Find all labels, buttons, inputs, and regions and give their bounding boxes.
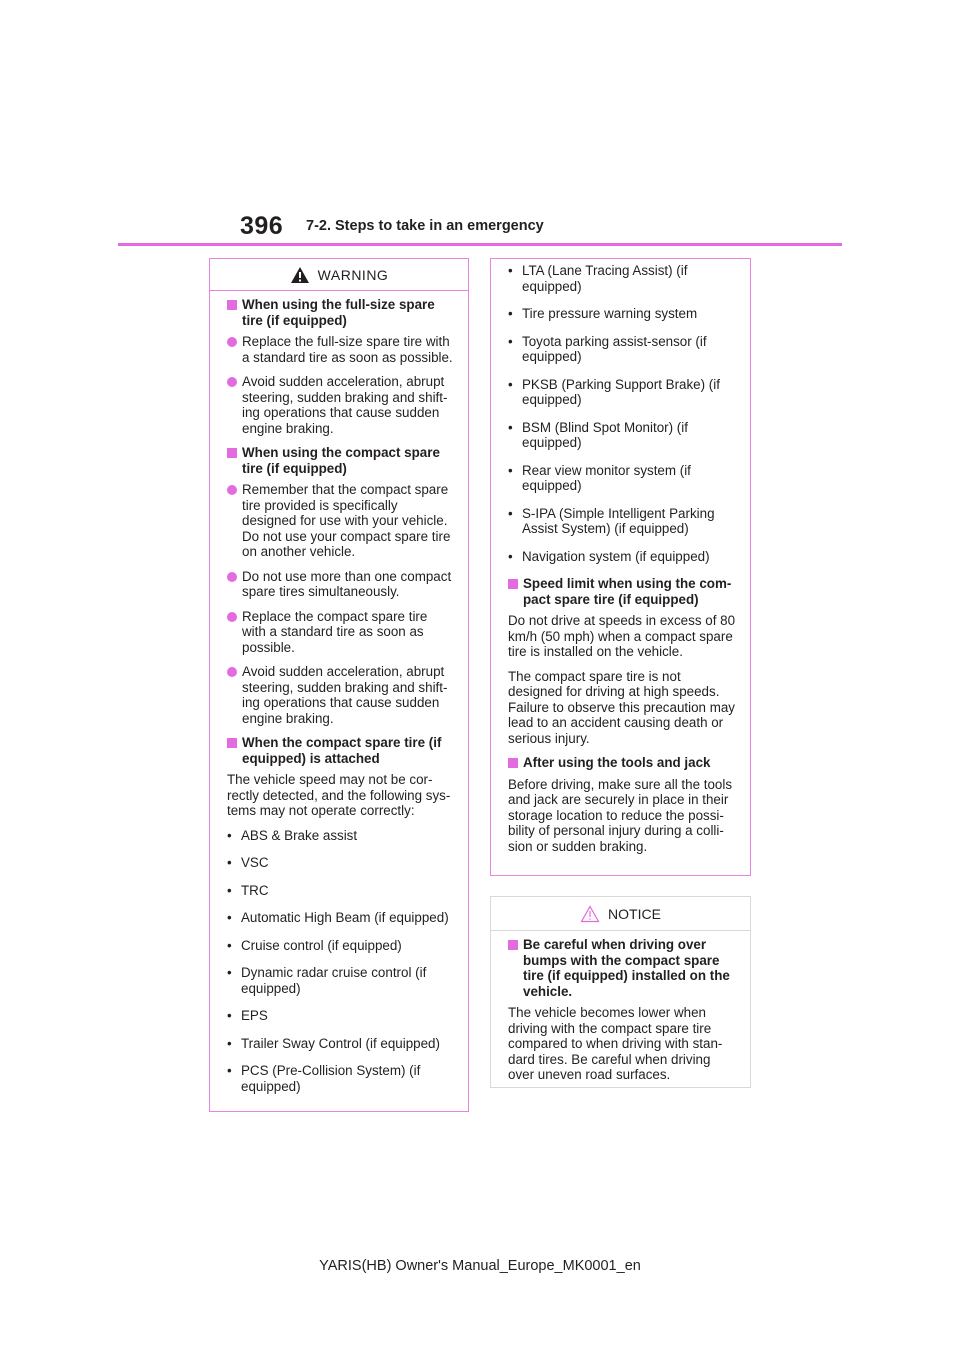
list-item [227,828,454,844]
list-item [227,1036,454,1052]
circle-bullet-icon [227,337,237,347]
subheading-text: When using the full-size spare tire (if equipped) [242,297,435,328]
warning-box [209,258,469,1112]
list-item-text: Toyota parking assist-sensor (if equipped) [522,333,707,364]
dot-marker-icon: • [227,1008,232,1023]
paragraph [508,1005,736,1083]
bullet-item [227,334,454,365]
bullet-text: Do not use more than one compact spare tires simultaneously. [242,568,452,599]
dot-marker-icon: • [508,376,513,392]
list-item [508,549,736,565]
page-footer: YARIS(HB) Owner's Manual_Europe_MK0001_en [319,1258,641,1274]
square-bullet-icon [508,758,518,768]
page-header [0,0,960,250]
list-item-text: Cruise control (if equipped) [241,937,402,953]
list-item [227,855,454,871]
dot-marker-icon: • [227,937,232,953]
bullet-item [227,609,454,656]
square-bullet-icon [227,738,237,748]
warning-triangle-icon [290,266,310,284]
list-item [508,306,736,322]
subheading [227,445,454,476]
bullet-text: Avoid sudden acceleration, abrupt steering, sudden braking and shift-ing operations that cause sudden engine braking. [242,664,448,726]
bullet-text: Avoid sudden acceleration, abrupt steering, sudden braking and shift-ing operations that cause sudden engine braking. [242,374,448,436]
bullet-text: Replace the compact spare tire with a standard tire as soon as possible. [242,608,428,655]
list-item-text: BSM (Blind Spot Monitor) (if equipped) [522,419,688,450]
bullet-item [227,482,454,560]
dot-marker-icon: • [227,855,232,870]
list-item [227,910,454,926]
square-bullet-icon [508,579,518,589]
subheading [508,576,736,607]
bullet-text: Remember that the compact spare tire provided is specifically designed for use with your vehicle. Do not use your compact spare tire on another vehicle. [242,482,451,559]
dot-marker-icon: • [227,827,232,843]
paragraph-text: The compact spare tire is not designed for driving at high speeds. Failure to observe this precaution may lead to an accident causing death or serious injury. [508,668,736,746]
warning-box-body [227,297,454,1094]
circle-bullet-icon [227,485,237,495]
subheading-text: When using the compact spare tire (if equipped) [242,445,440,476]
dot-marker-icon: • [508,263,513,278]
list-item-text: Tire pressure warning system [522,306,698,321]
list-item-text: PCS (Pre-Collision System) (if equipped) [241,1063,421,1094]
notice-triangle-icon [580,905,600,923]
list-item-text: LTA (Lane Tracing Assist) (if equipped) [522,263,688,294]
bullet-item [227,664,454,726]
page-number: 396 [240,212,284,240]
notice-box-body [508,937,736,1083]
list-item-text: Automatic High Beam (if equipped) [241,910,449,925]
subheading-text: Speed limit when using the com-pact spare tire (if equipped) [523,576,732,607]
subheading [508,755,736,771]
bullet-item [227,374,454,436]
dot-marker-icon: • [508,333,513,349]
list-item-text: TRC [241,882,269,898]
list-item [508,506,736,537]
list-item-text: VSC [241,855,269,870]
dot-marker-icon: • [508,505,513,521]
subheading [227,297,454,328]
list-item-text: Dynamic radar cruise control (if equipped) [241,965,427,996]
dot-marker-icon: • [227,910,232,925]
list-item [227,938,454,954]
list-item [508,263,736,294]
list-item [508,420,736,451]
list-item [227,883,454,899]
list-item-text: EPS [241,1008,268,1023]
list-item [227,1063,454,1094]
paragraph-text: The vehicle speed may not be cor-rectly detected, and the following sys-tems may not operate correctly: [227,772,451,818]
dot-marker-icon: • [508,306,513,321]
warning-box-header [210,259,468,291]
list-item-text: S-IPA (Simple Intelligent Parking Assist System) (if equipped) [522,505,715,536]
list-item-text: Trailer Sway Control (if equipped) [241,1035,440,1051]
list-item [227,965,454,996]
list-item [508,463,736,494]
section-title: 7-2. Steps to take in an emergency [306,218,544,234]
paragraph [508,613,736,660]
list-item [227,1008,454,1024]
list-item-text: PKSB (Parking Support Brake) (if equipped) [522,376,720,407]
square-bullet-icon [508,940,518,950]
circle-bullet-icon [227,377,237,387]
paragraph [227,772,454,819]
square-bullet-icon [227,300,237,310]
header-divider [118,243,842,246]
list-item-text: ABS & Brake assist [241,827,358,843]
circle-bullet-icon [227,572,237,582]
notice-box [490,896,751,1088]
subheading [227,735,454,766]
paragraph [508,669,736,747]
dot-marker-icon: • [508,548,513,564]
paragraph-text: Do not drive at speeds in excess of 80 km/h (50 mph) when a compact spare tire is installed on the vehicle. [508,613,736,659]
square-bullet-icon [227,448,237,458]
circle-bullet-icon [227,667,237,677]
subheading-text: After using the tools and jack [523,755,711,770]
list-item [508,334,736,365]
warning-continued-body [508,263,736,854]
subheading-text: Be careful when driving over bumps with the compact spare tire (if equipped) installed on the vehicle. [523,937,730,999]
subheading [508,937,736,999]
dot-marker-icon: • [508,419,513,435]
paragraph [508,777,736,855]
bullet-text: Replace the full-size spare tire with a standard tire as soon as possible. [242,334,453,365]
paragraph-text: Before driving, make sure all the tools and jack are securely in place in their storage location to reduce the possi-bility of personal injury during a colli-sion or sudden braking. [508,776,733,854]
dot-marker-icon: • [227,1063,232,1078]
warning-label: WARNING [317,266,389,283]
notice-box-header [491,897,750,931]
list-item [508,377,736,408]
dot-marker-icon: • [227,882,232,898]
list-item-text: Rear view monitor system (if equipped) [522,462,691,493]
bullet-item [227,569,454,600]
subheading-text: When the compact spare tire (if equipped) is attached [242,735,442,766]
dot-marker-icon: • [227,965,232,980]
list-item-text: Navigation system (if equipped) [522,548,710,564]
warning-box-continued [490,258,751,876]
dot-marker-icon: • [227,1035,232,1051]
circle-bullet-icon [227,612,237,622]
paragraph-text: The vehicle becomes lower when driving with the compact spare tire compared to when driving with stan-dard tires. Be careful when driving over uneven road surfaces. [508,1005,723,1082]
dot-marker-icon: • [508,462,513,478]
notice-label: NOTICE [608,905,661,922]
